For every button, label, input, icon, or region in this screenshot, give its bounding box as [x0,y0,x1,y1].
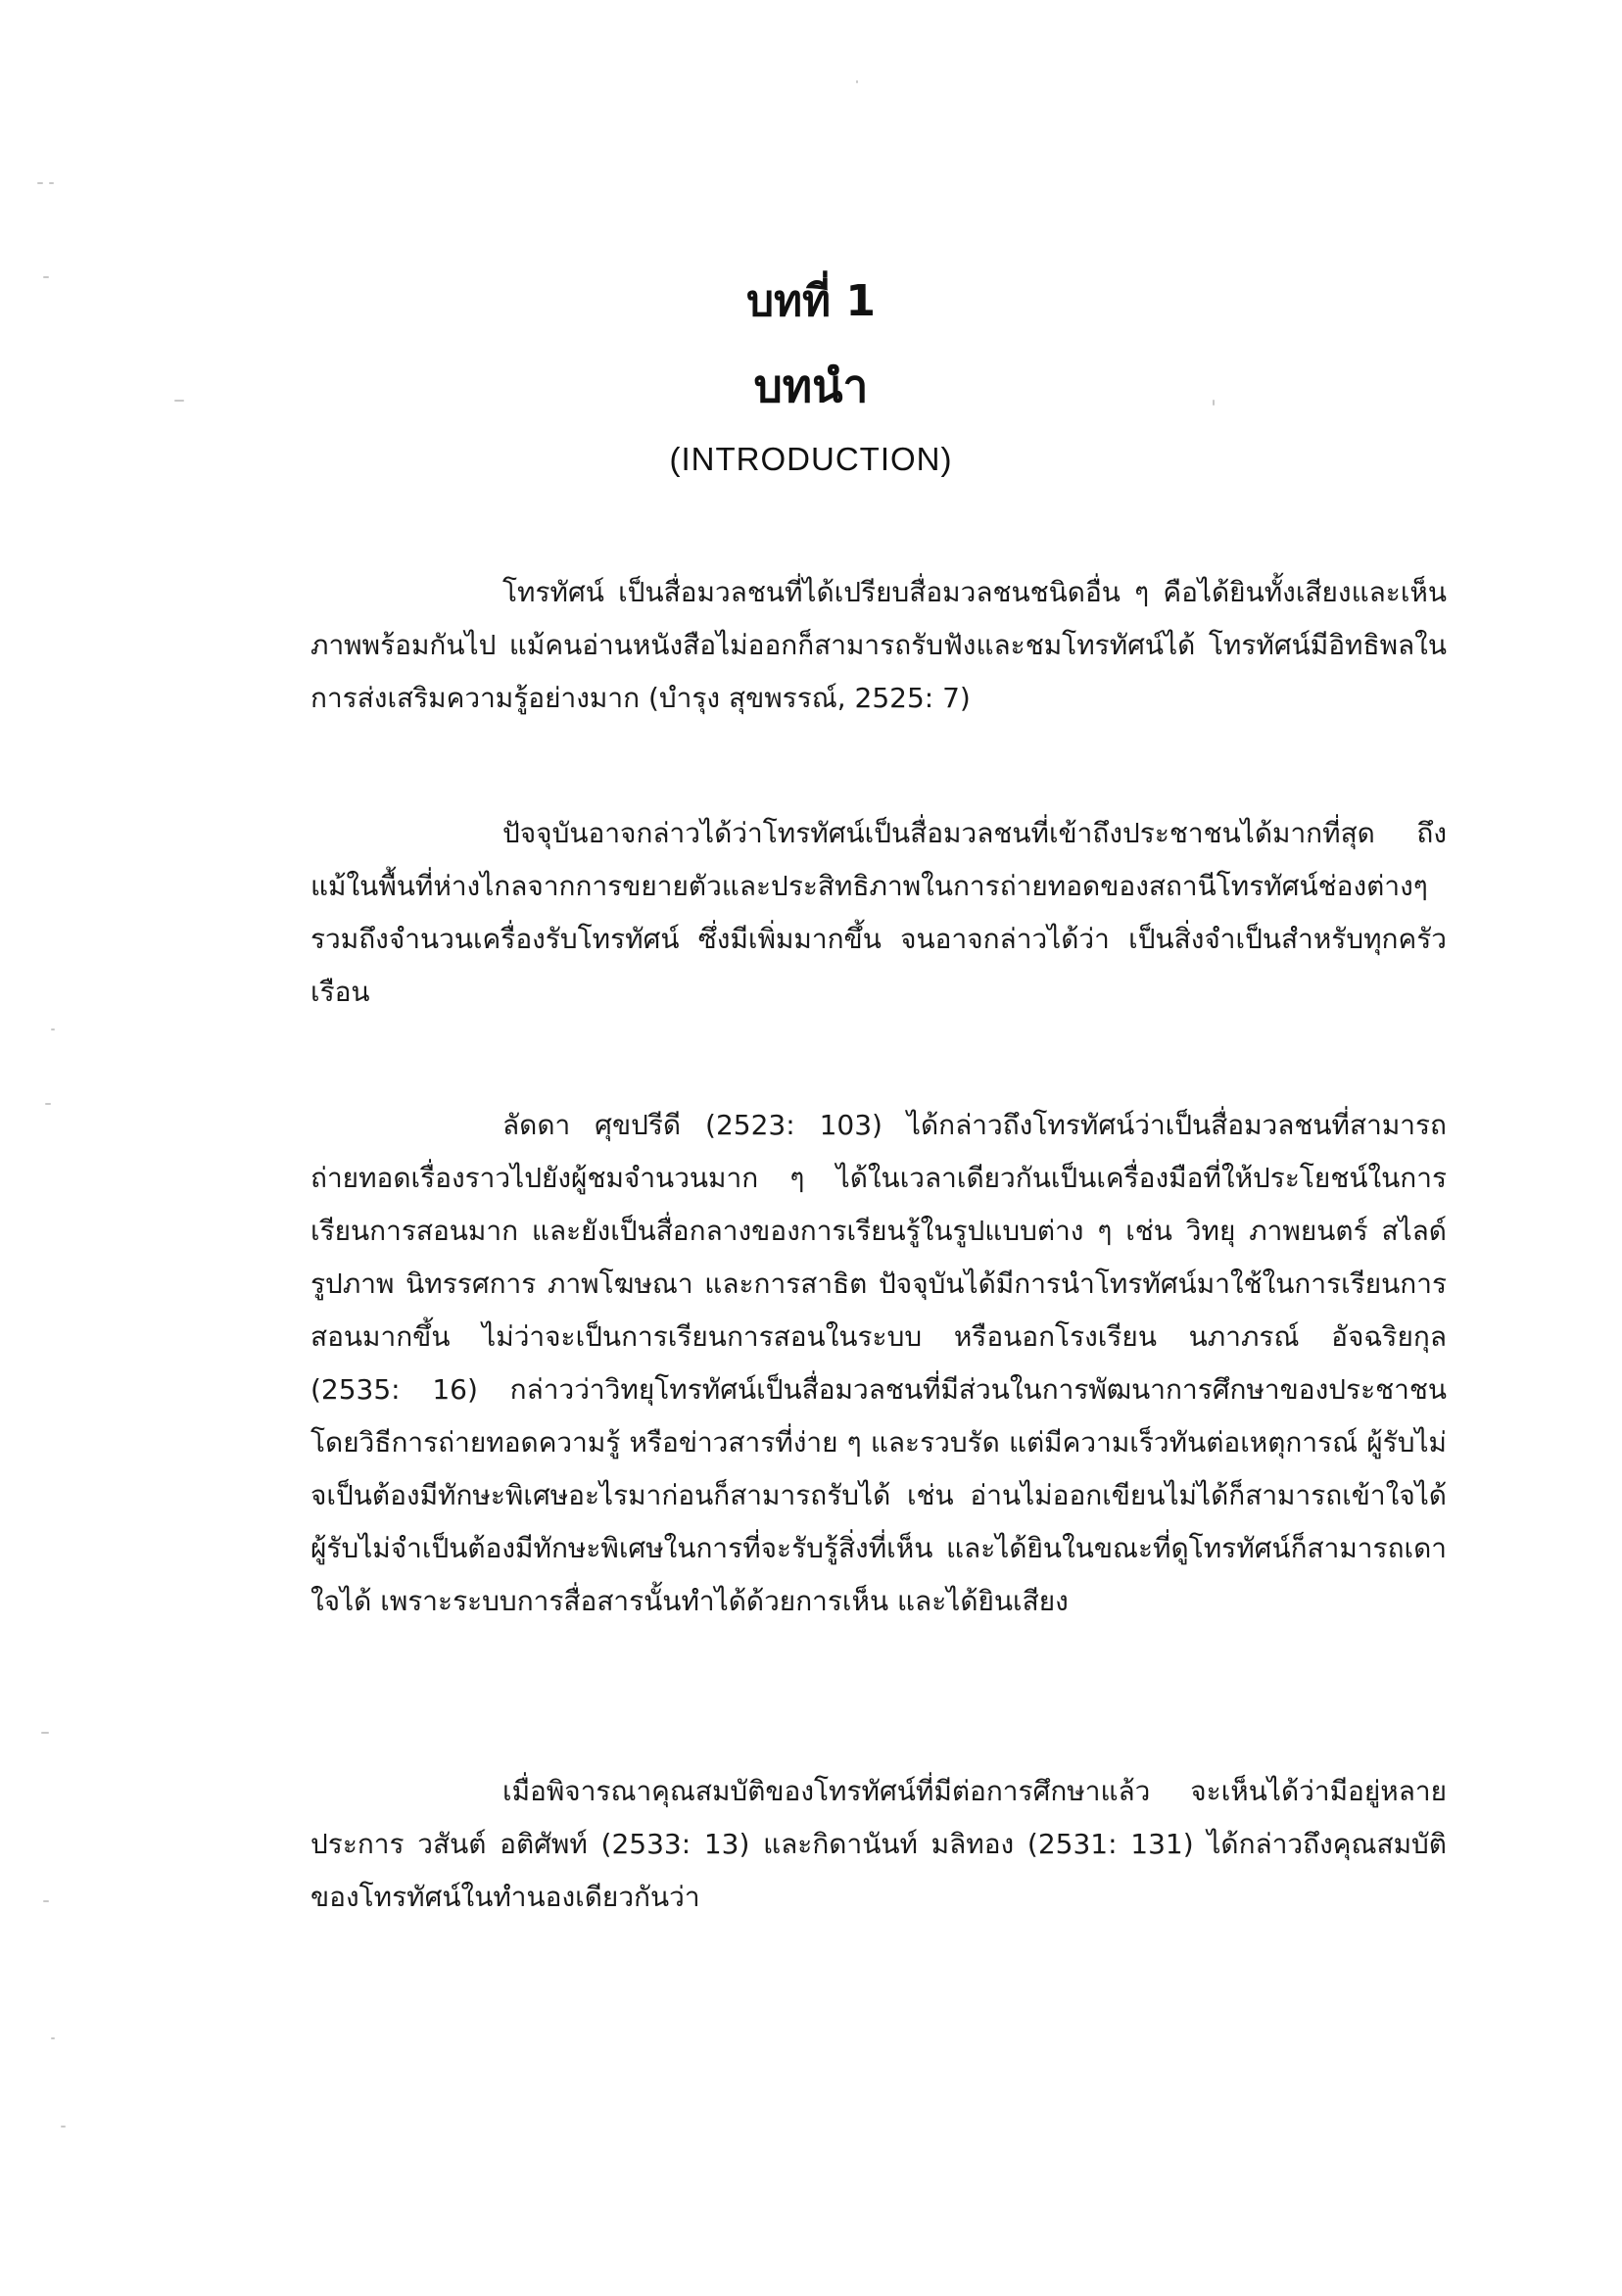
scan-mark [45,1103,51,1105]
chapter-title: บทนำ [753,359,869,412]
scan-mark [49,182,54,184]
paragraph-2: ปัจจุบันอาจกล่าวได้ว่าโทรทัศน์เป็นสื่อมวลชนที่เข้าถึงประชาชนได้มากที่สุด ถึงแม้ในพื้นที่ห่างไกลจากการขยายตัวและประสิทธิภาพในการถ่ายทอดของสถานีโทรทัศน์ช่องต่างๆ รวมถึงจำนวนเครื่องรับโทรทัศน์ ซึ่งมีเพิ่มมากขึ้น จนอาจกล่าวได้ว่า เป็นสิ่งจำเป็นสำหรับทุกครัวเรือน [310,817,1447,1008]
chapter-subtitle: (INTRODUCTION) [669,441,953,477]
scan-mark [41,1732,49,1734]
chapter-number: บทที่ 1 [746,276,876,326]
scan-mark [1213,400,1215,406]
scan-mark [37,182,43,184]
scan-mark [856,80,858,83]
paragraph-4: เมื่อพิจารณาคุณสมบัติของโทรทัศน์ที่มีต่อการศึกษาแล้ว จะเห็นได้ว่ามีอยู่หลายประการ วสันต์ อติศัพท์ (2533: 13) และกิดานันท์ มลิทอง (2531: 131) ได้กล่าวถึงคุณสมบัติของโทรทัศน์ในทำนองเดียวกันว่า [310,1775,1447,1913]
scan-mark [174,400,184,402]
scan-mark [43,1900,49,1902]
scan-mark [51,1028,55,1030]
scan-mark [43,276,49,278]
paragraph-3: ลัดดา ศุขปรีดี (2523: 103) ได้กล่าวถึงโทรทัศน์ว่าเป็นสื่อมวลชนที่สามารถถ่ายทอดเรื่องราวไปยังผู้ชมจำนวนมาก ๆ ได้ในเวลาเดียวกันเป็นเครื่องมือที่ให้ประโยชน์ในการเรียนการสอนมาก และยังเป็นสื่อกลางของการเรียนรู้ในรูปแบบต่าง ๆ เช่น วิทยุ ภาพยนตร์ สไลด์ รูปภาพ นิทรรศการ ภาพโฆษณา และการสาธิต ปัจจุบันได้มีการนำโทรทัศน์มาใช้ในการเรียนการสอนมากขึ้น ไม่ว่าจะเป็นการเรียนการสอนในระบบ หรือนอกโรงเรียน นภาภรณ์ อัจฉริยกุล (2535: 16) กล่าวว่าวิทยุโทรทัศน์เป็นสื่อมวลชนที่มีส่วนในการพัฒนาการศึกษาของประชาชน โดยวิธีการถ่ายทอดความรู้ หรือข่าวสารที่ง่าย ๆ และรวบรัด แต่มีความเร็วทันต่อเหตุการณ์ ผู้รับไม่จเป็นต้องมีทักษะพิเศษอะไรมาก่อนก็สามารถรับได้ เช่น อ่านไม่ออกเขียนไม่ได้ก็สามารถเข้าใจได้ ผู้รับไม่จำเป็นต้องมีทักษะพิเศษในการที่จะรับรู้สิ่งที่เห็น และได้ยินในขณะที่ดูโทรทัศน์ก็สามารถเดาใจได้ เพราะระบบการสื่อสารนั้นทำได้ด้วยการเห็น และได้ยินเสียง [310,1109,1447,1617]
paragraph-1: โทรทัศน์ เป็นสื่อมวลชนที่ได้เปรียบสื่อมวลชนชนิดอื่น ๆ คือได้ยินทั้งเสียงและเห็นภาพพร้อมกันไป แม้คนอ่านหนังสือไม่ออกก็สามารถรับฟังและชมโทรทัศน์ได้ โทรทัศน์มีอิทธิพลในการส่งเสริมความรู้อย่างมาก (บำรุง สุขพรรณ์, 2525: 7) [310,576,1447,714]
scan-mark [51,2037,55,2039]
scan-mark [61,2126,66,2128]
